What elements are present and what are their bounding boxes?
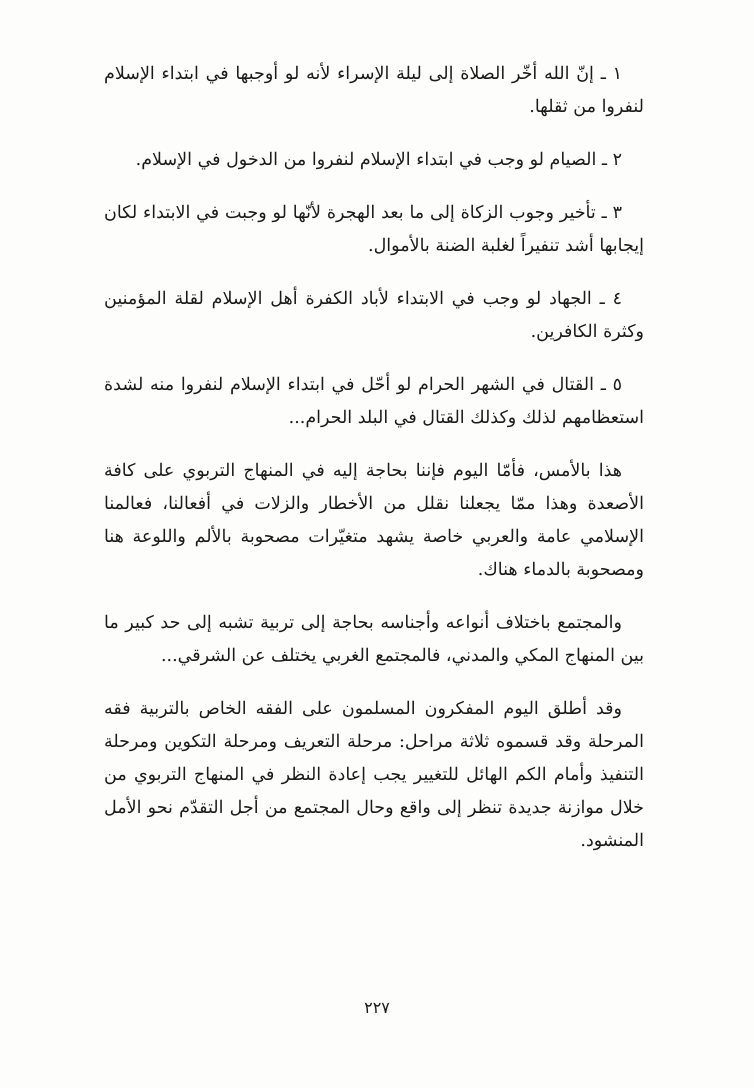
list-item-2: ٢ ـ الصيام لو وجب في ابتداء الإسلام لنفروا من الدخول في الإسلام. bbox=[135, 150, 622, 170]
list-item-5: ٥ ـ القتال في الشهر الحرام لو أحّل في ابتداء الإسلام لنفروا منه لشدة استعظامهم لذلك وكذلك القتال في البلد الحرام... bbox=[104, 375, 644, 428]
page-number: ٢٢٧ bbox=[364, 998, 390, 1017]
list-item-4: ٤ ـ الجهاد لو وجب في الابتداء لأباد الكفرة أهل الإسلام لقلة المؤمنين وكثرة الكافرين. bbox=[104, 289, 644, 342]
body-text bbox=[104, 58, 644, 878]
list-item-3: ٣ ـ تأخير وجوب الزكاة إلى ما بعد الهجرة لأنّها لو وجبت في الابتداء لكان إيجابها أشد تنفيراً لغلبة الضنة بالأموال. bbox=[104, 203, 644, 256]
paragraph-stages: وقد أطلق اليوم المفكرون المسلمون على الفقه الخاص بالتربية فقه المرحلة وقد قسموه ثلاثة مراحل: مرحلة التعريف ومرحلة التكوين ومرحلة التنفيذ وأمام الكم الهائل للتغيير يجب إعادة النظر في المنهاج التربوي من خلال موازنة جديدة تنظر إلى واقع وحال المجتمع من أجل التقدّم نحو الأمل المنشود. bbox=[104, 699, 644, 851]
paragraph-society: والمجتمع باختلاف أنواعه وأجناسه بحاجة إلى تربية تشبه إلى حد كبير ما بين المنهاج المكي والمدني، فالمجتمع الغربي يختلف عن الشرقي... bbox=[104, 613, 644, 666]
list-item-1: ١ ـ إنّ الله أخّر الصلاة إلى ليلة الإسراء لأنه لو أوجبها في ابتداء الإسلام لنفروا من ثقلها. bbox=[104, 64, 644, 117]
paragraph-yesterday-today: هذا بالأمس، فأمّا اليوم فإننا بحاجة إليه في المنهاج التربوي على كافة الأصعدة وهذا ممّا يجعلنا نقلل من الأخطار والزلات في أفعالنا، فعالمنا الإسلامي عامة والعربي خاصة يشهد متغيّرات مصحوبة بالألم واللوعة هنا ومصحوبة بالدماء هناك. bbox=[104, 461, 644, 580]
